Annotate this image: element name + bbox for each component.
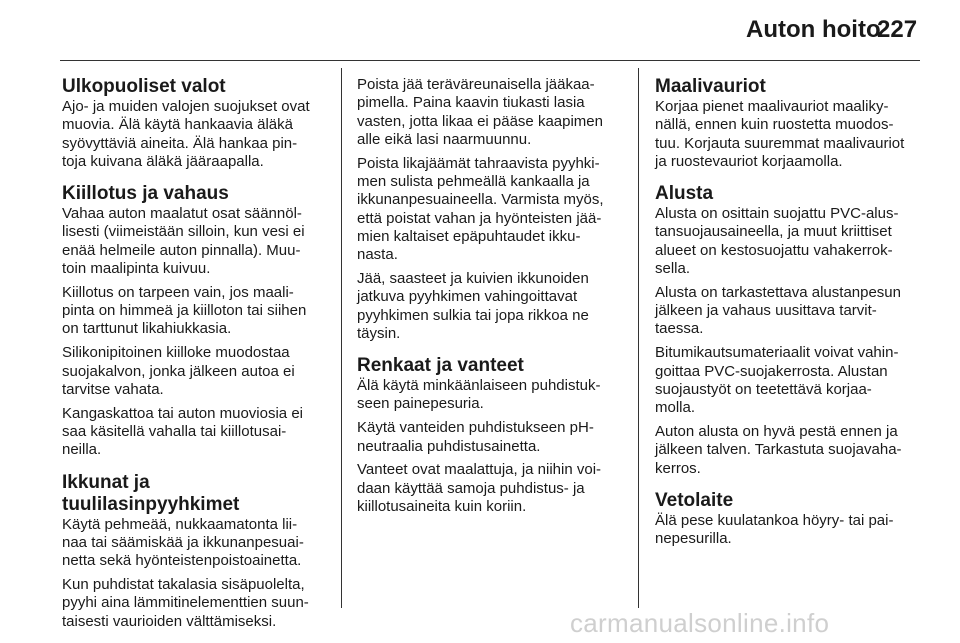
section-heading: Ikkunat ja tuulilasinpyyhkimet [62, 471, 240, 515]
text-line: neilla. [62, 441, 102, 459]
text-line: netta sekä hyönteistenpoistoainetta. [62, 552, 302, 570]
paragraph [655, 423, 925, 478]
section-heading: Vetolaite [655, 489, 734, 511]
text-line: muovia. Älä käytä hankaavia äläkä [62, 116, 293, 134]
paragraph [655, 205, 925, 278]
text-line: nällä, ennen kuin ruostetta muodos- [655, 116, 894, 134]
paragraph [62, 205, 332, 278]
text-line: daan käyttää samoja puhdistus- ja [357, 479, 585, 497]
text-line: tansuojausaineella, ja muut kriittiset [655, 223, 892, 241]
column-3 [655, 76, 925, 560]
column-divider-1 [341, 68, 342, 608]
section-heading: Alusta [655, 183, 714, 205]
section [62, 472, 332, 631]
text-line: Korjaa pienet maalivauriot maaliky- [655, 98, 889, 115]
paragraph [62, 344, 332, 399]
text-line: pinta on himmeä ja kiilloton tai siihen [62, 302, 307, 320]
section [62, 76, 332, 171]
paragraph [357, 377, 627, 414]
text-line: taisesti vaurioiden välttämiseksi. [62, 612, 277, 630]
section-heading: Renkaat ja vanteet [357, 355, 524, 377]
text-line: kerros. [655, 459, 701, 477]
text-line: neutraalia puhdistusainetta. [357, 437, 541, 455]
text-line: tarvitse vahata. [62, 380, 164, 398]
page-number: 227 [877, 16, 918, 43]
text-line: ja ruostevauriot korjaamolla. [655, 152, 843, 170]
text-line: että poistat vahan ja hyönteisten jää- [357, 209, 602, 227]
text-line: Kiillotus on tarpeen vain, jos maali- [62, 283, 294, 301]
paragraph [357, 270, 627, 343]
section [655, 183, 925, 478]
text-line: enää helmeile auton pinnalla). Muu- [62, 241, 301, 259]
paragraph [357, 461, 627, 516]
text-line: Vahaa auton maalatut osat säännöl- [62, 205, 302, 223]
paragraph [357, 76, 627, 149]
section [357, 76, 627, 343]
text-line: täysin. [357, 324, 401, 342]
section [62, 183, 332, 459]
text-line: Silikonipitoinen kiilloke muodostaa [62, 344, 290, 362]
text-line: toin maalipinta kuivuu. [62, 260, 211, 278]
text-line: seen painepesuria. [357, 395, 484, 413]
page-header [0, 0, 960, 60]
section-heading: Maalivauriot [655, 76, 766, 97]
text-line: toja kuivana äläkä jääraapalla. [62, 152, 264, 170]
text-line: sella. [655, 260, 691, 278]
text-line: tuu. Korjauta suuremmat maalivauriot [655, 134, 905, 152]
text-line: alle eikä lasi naarmuunnu. [357, 130, 532, 148]
text-line: nepesurilla. [655, 530, 732, 548]
text-line: jatkuva pyyhkimen vahingoittavat [357, 288, 578, 306]
text-line: Kangaskattoa tai auton muoviosia ei [62, 404, 303, 422]
section-heading: Kiillotus ja vahaus [62, 183, 229, 205]
watermark: carmanualsonline.info [570, 608, 830, 638]
text-line: Poista likajäämät tahraavista pyyhki- [357, 154, 600, 172]
text-line: alueet on kestosuojattu vahakerrok- [655, 241, 893, 259]
text-line: Vanteet ovat maalattuja, ja niihin voi- [357, 461, 602, 479]
paragraph [62, 516, 332, 571]
paragraph [62, 98, 332, 171]
text-line: vasten, jotta likaa ei pääse kaapimen [357, 112, 603, 130]
text-line: Bitumikautsumateriaalit voivat vahin- [655, 344, 899, 362]
section [655, 490, 925, 549]
paragraph [655, 512, 925, 549]
text-line: Ajo- ja muiden valojen suojukset ovat [62, 98, 310, 115]
paragraph [655, 98, 925, 171]
text-line: jälkeen ja vahaus uusittava tarvit- [655, 302, 877, 320]
text-line: Älä pese kuulatankoa höyry- tai pai- [655, 511, 894, 529]
text-line: men sulista pehmeällä kankaalla ja [357, 172, 590, 190]
text-line: Jää, saasteet ja kuivien ikkunoiden [357, 269, 589, 287]
text-line: kiillotusaineita kuin koriin. [357, 497, 527, 515]
text-line: Auton alusta on hyvä pestä ennen ja [655, 422, 898, 440]
paragraph [62, 405, 332, 460]
text-line: mien kaltaiset epäpuhtaudet ikku- [357, 227, 581, 245]
header-rule [60, 60, 920, 61]
text-line: Kun puhdistat takalasia sisäpuolelta, [62, 575, 305, 593]
text-line: taessa. [655, 320, 704, 338]
section [655, 76, 925, 171]
paragraph [62, 284, 332, 339]
column-2 [357, 76, 627, 528]
text-line: pyyhi aina lämmitinelementtien suun- [62, 594, 309, 612]
paragraph [62, 576, 332, 631]
text-line: nasta. [357, 246, 398, 264]
text-line: syövyttäviä aineita. Älä hankaa pin- [62, 134, 298, 152]
text-line: jälkeen talven. Tarkastuta suojavaha- [655, 441, 902, 459]
column-divider-2 [638, 68, 639, 608]
column-1 [62, 76, 332, 643]
running-title: Auton hoito [746, 16, 881, 43]
text-line: lisesti (viimeistään silloin, kun vesi ei [62, 223, 305, 241]
paragraph [655, 344, 925, 417]
text-line: suojakalvon, jonka jälkeen autoa ei [62, 362, 295, 380]
text-line: naa tai säämiskää ja ikkunanpesuai- [62, 533, 304, 551]
text-line: Alusta on tarkastettava alustanpesun [655, 283, 901, 301]
section [357, 355, 627, 516]
text-line: on tarttunut likahiukkasia. [62, 320, 232, 338]
paragraph [655, 284, 925, 339]
text-line: goittaa PVC-suojakerrosta. Alustan [655, 362, 888, 380]
text-line: pyyhkimen sulkia tai jopa rikkoa ne [357, 306, 589, 324]
paragraph [357, 419, 627, 456]
text-line: molla. [655, 399, 696, 417]
text-line: pimella. Paina kaavin tiukasti lasia [357, 94, 585, 112]
section-heading: Ulkopuoliset valot [62, 76, 226, 97]
text-line: Älä käytä minkäänlaiseen puhdistuk- [357, 377, 601, 395]
text-line: saa käsitellä vahalla tai kiillotusai- [62, 422, 287, 440]
text-line: suojaustyöt on teetettävä korjaa- [655, 380, 872, 398]
text-line: Poista jää teräväreunaisella jääkaa- [357, 76, 595, 93]
text-line: Käytä pehmeää, nukkaamatonta lii- [62, 515, 298, 533]
text-line: Käytä vanteiden puhdistukseen pH- [357, 419, 594, 437]
text-line: Alusta on osittain suojattu PVC-alus- [655, 205, 899, 223]
paragraph [357, 155, 627, 265]
text-line: ikkunanpesuaineella. Varmista myös, [357, 191, 604, 209]
